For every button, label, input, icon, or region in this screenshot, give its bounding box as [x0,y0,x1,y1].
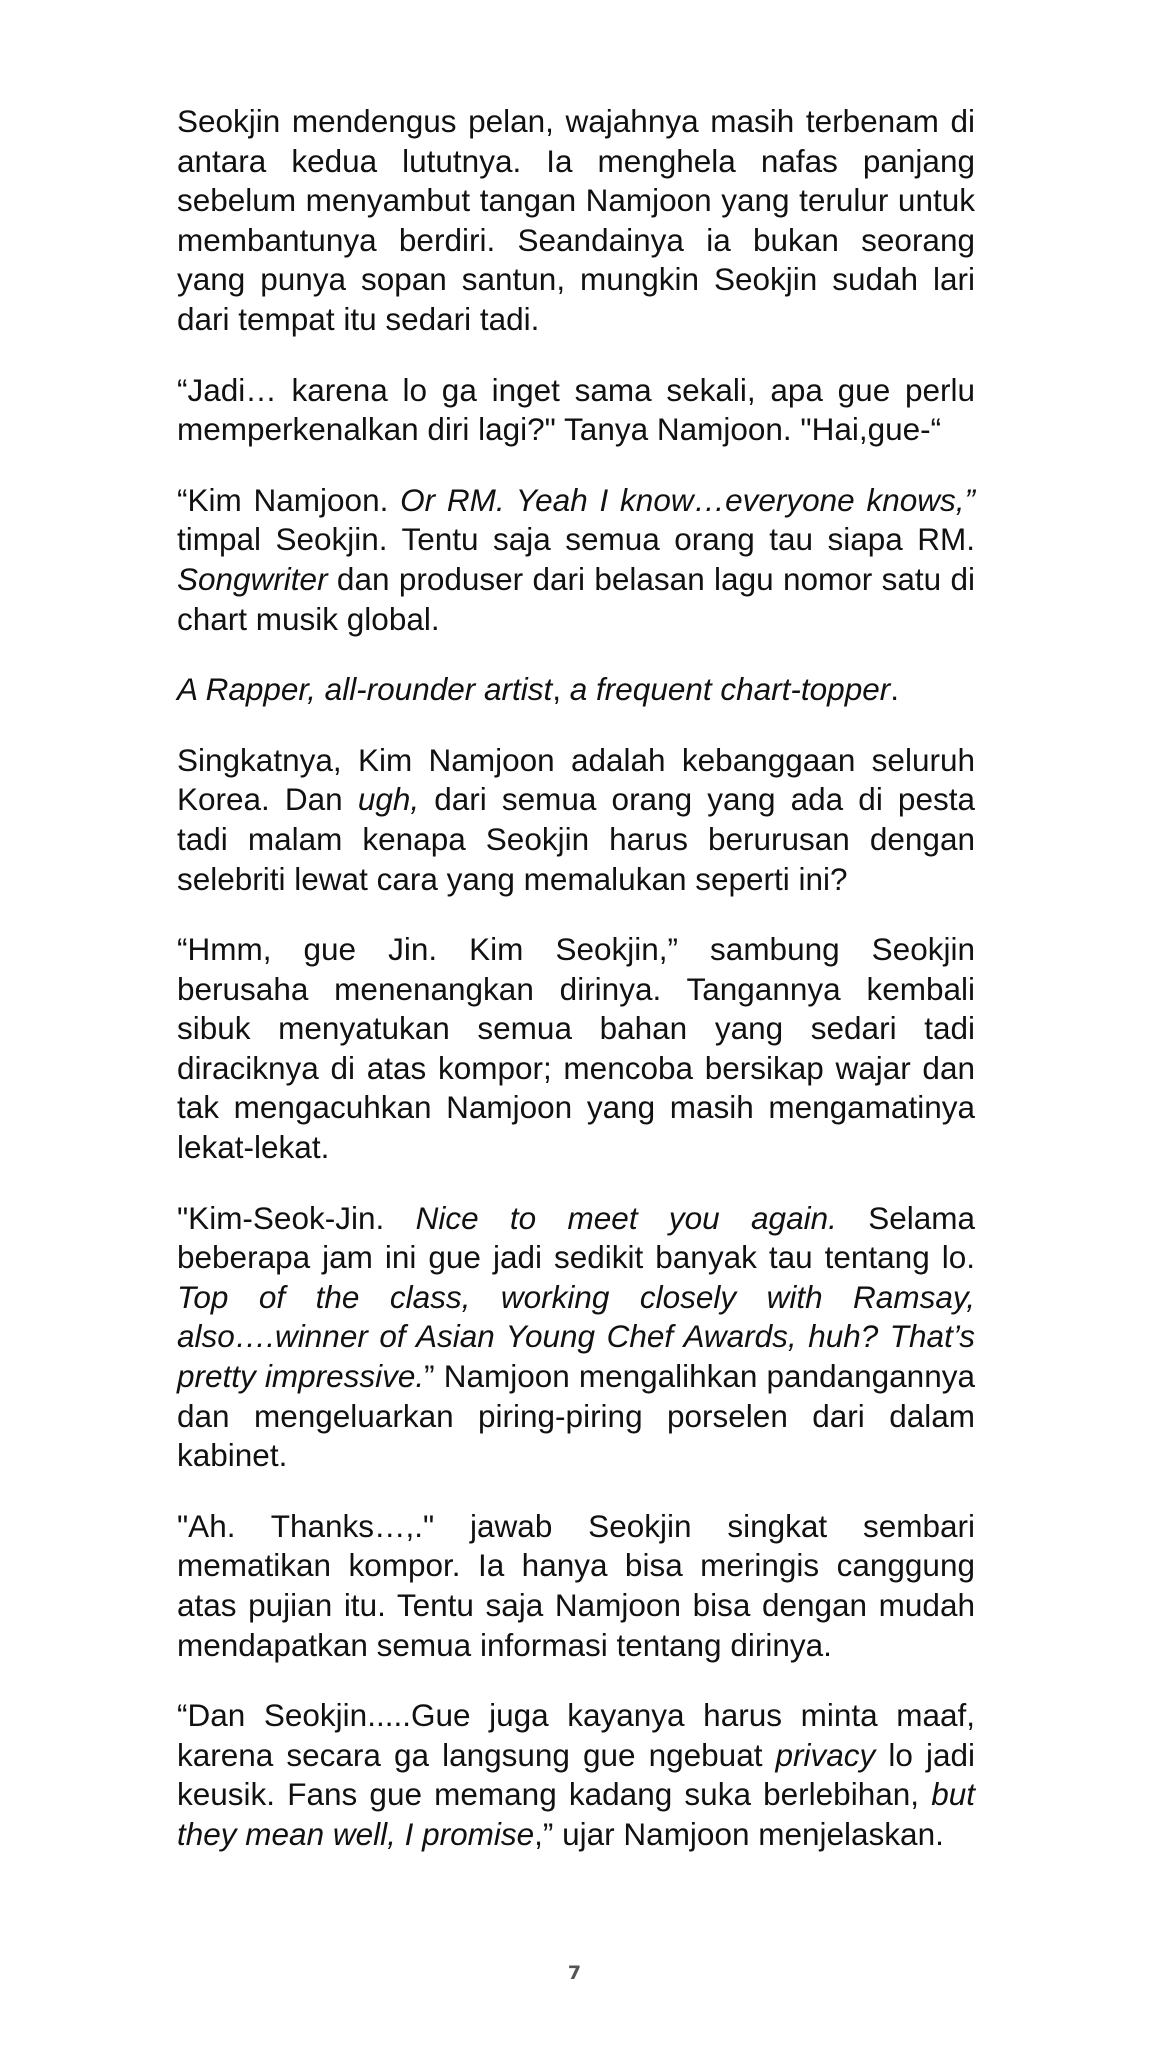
paragraph [177,670,975,710]
text-segment: Singkatnya, Kim Namjoon adalah kebanggaan seluruh Korea. Dan [177,741,975,818]
text-segment: Selama beberapa jam ini gue jadi sedikit banyak tau tentang lo. [177,1199,976,1276]
paragraph [177,930,975,1168]
italic-text-segment: but they mean well, I promise [177,1776,975,1852]
italic-text-segment: Top of the class, working closely with Ramsay, also….winner of Asian Young Chef Awards, huh? That’s pretty impressive. [177,1278,975,1395]
paragraph [177,741,975,899]
text-segment: timpal Seokjin. Tentu saja semua orang tau siapa RM. [177,521,975,558]
text-segment: ” Namjoon mengalihkan pandangannya dan mengeluarkan piring-piring porselen dari dalam kabinet. [177,1358,975,1474]
paragraph [177,1507,975,1665]
paragraph [177,1696,975,1854]
text-segment: dan produser dari belasan lagu nomor satu di chart musik global. [177,560,975,637]
italic-text-segment: Songwriter [177,560,328,597]
text-segment: “Kim Namjoon. [177,481,401,518]
italic-text-segment: a frequent chart-topper [569,671,891,708]
italic-text-segment: Nice to meet you again. [415,1199,837,1236]
text-segment: “Hmm, gue Jin. Kim Seokjin,” sambung Seokjin berusaha menenangkan dirinya. Tangannya kembali sibuk menyatukan semua bahan yang sedari tadi diraciknya di atas kompor; mencoba bersikap wajar dan tak mengacuhkan Namjoon yang masih mengamatinya lekat-lekat. [177,931,975,1166]
text-segment: Seokjin mendengus pelan, wajahnya masih terbenam di antara kedua lututnya. Ia menghela nafas panjang sebelum menyambut tangan Namjoon yang terulur untuk membantunya berdiri. Seandainya ia bukan seorang yang punya sopan santun, mungkin Seokjin sudah lari dari tempat itu sedari tadi. [177,103,975,337]
paragraph [177,371,975,450]
text-segment: “Dan Seokjin.....Gue juga kayanya harus minta maaf, karena secara ga langsung gue ngebuat [177,1697,975,1773]
text-segment: "Ah. Thanks…,." jawab Seokjin singkat sembari mematikan kompor. Ia hanya bisa meringis canggung atas pujian itu. Tentu saja Namjoon bisa dengan mudah mendapatkan semua informasi tentang dirinya. [177,1507,975,1663]
italic-text-segment: Or RM. Yeah I know…everyone knows,” [400,481,975,518]
text-segment: dari semua orang yang ada di pesta tadi malam kenapa Seokjin harus berurusan dengan selebriti lewat cara yang memalukan seperti ini? [177,781,975,897]
body-text [177,102,975,1886]
text-segment: lo jadi keusik. Fans gue memang kadang suka berlebihan, [177,1736,975,1813]
text-segment: “Jadi… karena lo ga inget sama sekali, apa gue perlu memperkenalkan diri lagi?" Tanya Namjoon. "Hai,gue-“ [177,371,975,448]
text-segment: "Kim-Seok-Jin. [177,1199,416,1236]
italic-text-segment: A Rapper, all-rounder artist [177,671,553,708]
italic-text-segment: privacy [775,1736,876,1773]
paragraph [177,1199,975,1476]
text-segment: . [890,671,899,708]
text-segment: , [552,671,570,708]
page-number: 7 [567,1962,582,1984]
text-segment: ,” ujar Namjoon menjelaskan. [534,1815,944,1852]
paragraph [177,102,975,340]
paragraph [177,481,975,639]
italic-text-segment: ugh, [357,781,420,818]
